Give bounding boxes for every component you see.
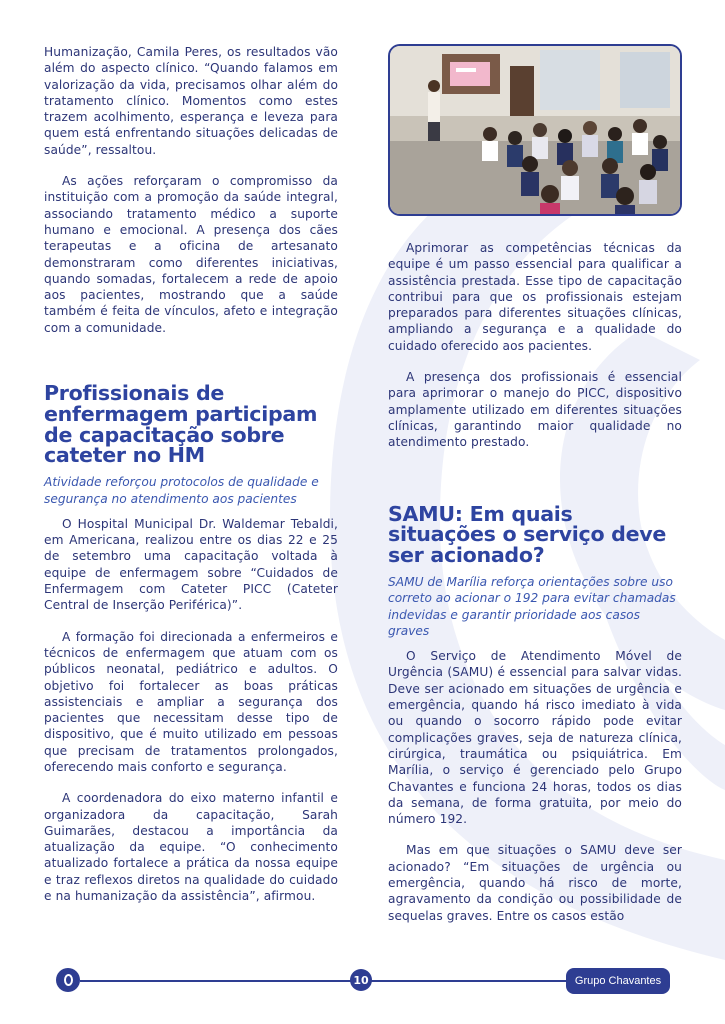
article-subheadline-nursing: Atividade reforçou protocolos de qualidade e segurança no atendimento aos pacientes: [44, 475, 319, 506]
brand-badge: Grupo Chavantes: [566, 968, 670, 994]
article-paragraph: Mas em que situações o SAMU deve ser acionado? “Em situações de urgência ou emergência, quando há risco de morte, agravamento da condição ou possibilidade de sequelas graves. Entre os casos estão: [388, 843, 682, 923]
article-paragraph: O Hospital Municipal Dr. Waldemar Tebaldi, em Americana, realizou entre os dias 22 e 25 de setembro uma capacitação voltada à equipe de enfermagem sobre “Cuidados de Enfermagem com Cateter PICC (Cateter Central de Inserção Periférica)”.: [44, 516, 338, 613]
page-footer: [0, 960, 725, 1004]
left-column: [44, 44, 338, 919]
footer-divider: [80, 980, 566, 982]
article-subheadline-samu: SAMU de Marília reforça orientações sobre uso correto ao acionar o 192 para evitar chamadas indevidas e garantir prioridade aos casos graves: [388, 574, 676, 638]
right-column: [388, 44, 682, 939]
article-paragraph: A coordenadora do eixo materno infantil e organizadora da capacitação, Sarah Guimarães, destacou a importância da atualização da equipe. “O conhecimento atualizado fortalece a prática da nossa equipe e traz reflexos diretos na qualidade do cuidado e na humanização da assistência”, afirmou.: [44, 791, 338, 904]
article-paragraph: Aprimorar as competências técnicas da equipe é um passo essencial para qualificar a assistência prestada. Esse tipo de capacitação contribui para que os profissionais estejam preparados para diferentes situações clínicas, ampliando a segurança e a qualidade do cuidado oferecido aos pacientes.: [388, 241, 682, 353]
training-room-illustration: [390, 46, 680, 214]
article-paragraph: Humanização, Camila Peres, os resultados vão além do aspecto clínico. “Quando falamos em valorização da vida, precisamos olhar além do tratamento clínico. Momentos como estes trazem acolhimento, esperança e leveza para quem está enfrentando situações delicadas de saúde”, ressaltou.: [44, 45, 338, 157]
article-headline-nursing: Profissionais de enfermagem participam de capacitação sobre cateter no HM: [44, 381, 318, 468]
article-paragraph: O Serviço de Atendimento Móvel de Urgência (SAMU) é essencial para salvar vidas. Deve ser acionado em situações de urgência e emergência, quando há risco imediato à vida ou quando o socorro rápido pode evitar complicações graves, seja de natureza clínica, cirúrgica, traumática ou psiquiátrica. Em Marília, o serviço é gerenciado pelo Grupo Chavantes e funciona 24 horas, todos os dias da semana, de forma gratuita, por meio do número 192.: [388, 649, 682, 827]
training-photo: [388, 44, 682, 216]
page-number: 10: [350, 969, 372, 991]
article-paragraph: As ações reforçaram o compromisso da instituição com a promoção da saúde integral, associando tratamento médico a suporte humano e emocional. A presença dos cães terapeutas e a oficina de artesanato demonstraram como diferentes iniciativas, quando somadas, fortalecem a rede de apoio aos pacientes, mostrando que a saúde também é feita de vínculos, afeto e integração com a comunidade.: [44, 174, 338, 335]
article-paragraph: A formação foi direcionada a enfermeiros e técnicos de enfermagem que atuam com os públicos neonatal, pediátrico e adultos. O objetivo foi fortalecer as boas práticas assistenciais e ampliar a segurança dos pacientes que necessitam desse tipo de dispositivo, que é muito utilizado em pessoas que precisam de tratamentos prolongados, oferecendo mais conforto e segurança.: [44, 629, 338, 774]
chavantes-logo-icon: [56, 968, 80, 992]
article-headline-samu: SAMU: Em quais situações o serviço deve ser acionado?: [388, 501, 667, 568]
article-paragraph: A presença dos profissionais é essencial para aprimorar o manejo do PICC, dispositivo amplamente utilizado em diferentes situações clínicas, garantindo maior qualidade no atendimento prestado.: [388, 370, 682, 450]
